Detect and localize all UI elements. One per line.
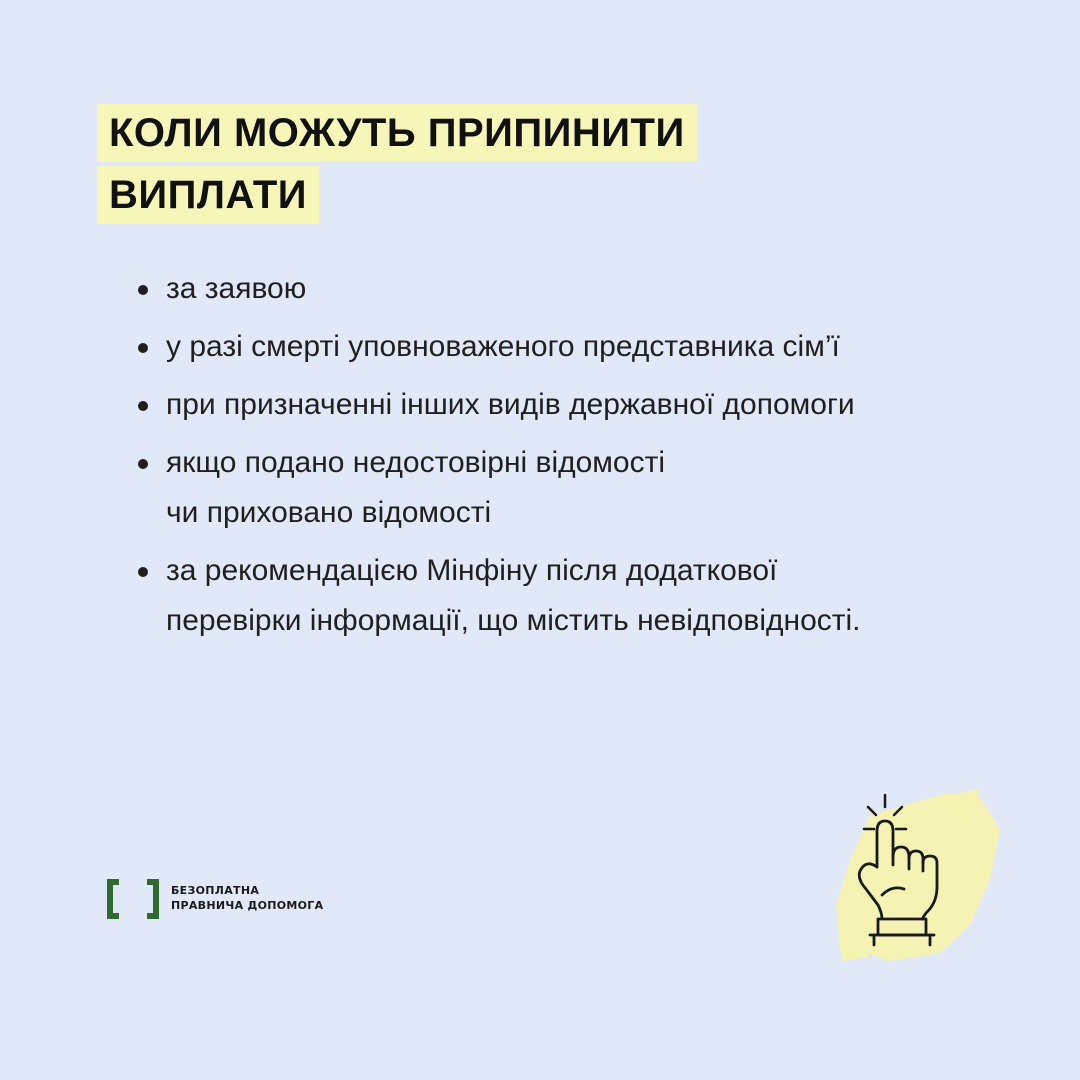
bullet-dot-icon [138, 459, 148, 469]
list-item-text: за заявою [166, 272, 307, 305]
pointing-hand-icon [830, 785, 1010, 965]
list-item [136, 322, 1036, 372]
bullet-dot-icon [138, 567, 148, 577]
list-item-text: за рекомендацією Мінфіну після додаткової [166, 554, 778, 587]
logo [107, 879, 367, 925]
logo-text-line-2: ПРАВНИЧА ДОПОМОГА [171, 899, 324, 912]
logo-text-line-1: БЕЗОПЛАТНА [171, 884, 260, 897]
list-item-text: у разі смерті уповноваженого представника сім’ї [166, 330, 840, 363]
logo-text [171, 883, 323, 913]
page-title [97, 104, 697, 228]
list-item-text: якщо подано недостовірні відомості [166, 446, 666, 479]
logo-bracket-right-icon [147, 879, 159, 919]
title-line-1: КОЛИ МОЖУТЬ ПРИПИНИТИ [97, 104, 697, 162]
bullet-dot-icon [138, 343, 148, 353]
list-item [136, 438, 1036, 538]
list-item [136, 264, 1036, 314]
list-item [136, 380, 1036, 430]
bullet-dot-icon [138, 401, 148, 411]
list-item [136, 546, 1036, 646]
title-line-2: ВИПЛАТИ [97, 166, 319, 224]
list-item-text: при призначенні інших видів державної допомоги [166, 388, 855, 421]
list-item-text: чи приховано відомості [166, 496, 492, 529]
bullet-list [136, 264, 1036, 654]
logo-bracket-left-icon [107, 879, 119, 919]
bullet-dot-icon [138, 285, 148, 295]
list-item-text: перевірки інформації, що містить невідповідності. [166, 604, 861, 637]
